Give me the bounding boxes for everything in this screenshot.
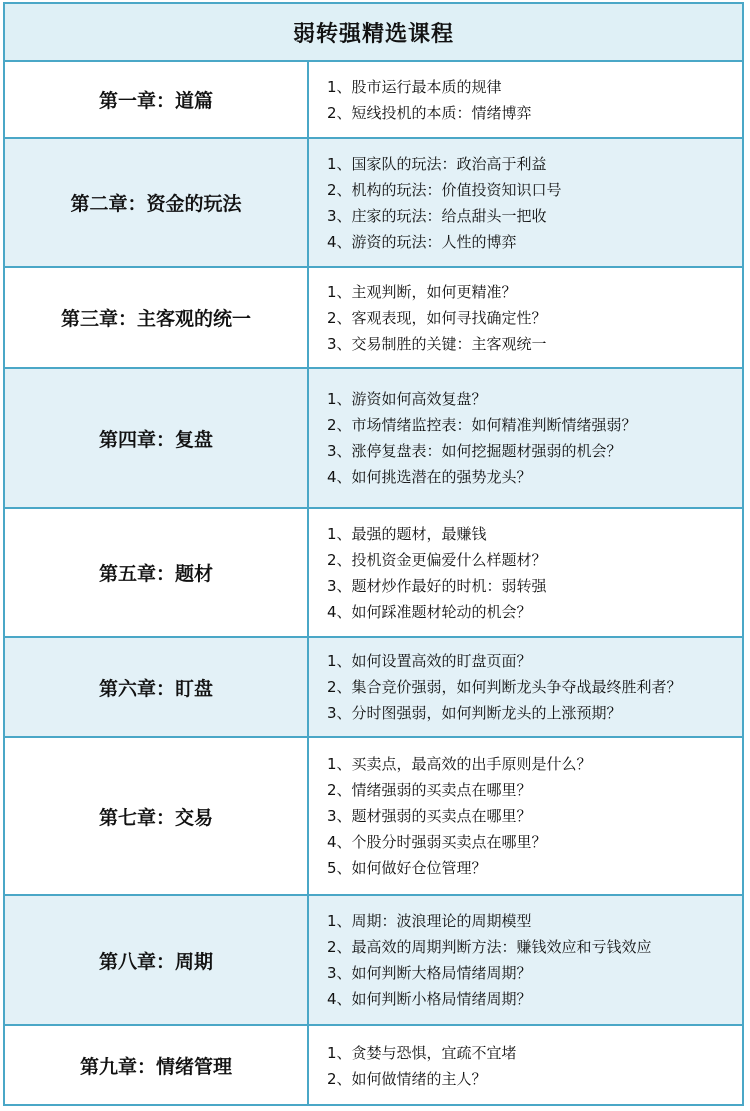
table-header xyxy=(5,4,742,62)
table-title: 弱转强精选课程 xyxy=(292,21,454,47)
topic-item: 3、题材炒作最好的时机：弱转强 xyxy=(327,576,547,595)
chapter-row xyxy=(5,139,742,268)
chapter-row xyxy=(5,896,742,1026)
topic-item: 2、投机资金更偏爱什么样题材？ xyxy=(327,550,547,569)
chapter-topics xyxy=(309,1026,742,1105)
topic-item: 2、最高效的周期判断方法：赚钱效应和亏钱效应 xyxy=(327,938,652,956)
chapter-topics xyxy=(309,268,742,367)
topic-item: 1、主观判断，如何更精准？ xyxy=(327,282,517,301)
topic-item: 3、题材强弱的买卖点在哪里？ xyxy=(327,807,532,825)
chapter-title: 第九章：情绪管理 xyxy=(5,1026,309,1105)
topic-item: 4、游资的玩法：人性的博弈 xyxy=(327,232,517,251)
chapter-topics xyxy=(309,369,742,507)
chapter-title: 第八章：周期 xyxy=(5,896,309,1024)
chapter-row xyxy=(5,738,742,896)
chapter-topics xyxy=(309,738,742,894)
topic-item: 1、买卖点，最高效的出手原则是什么？ xyxy=(327,755,592,773)
topic-item: 4、如何判断小格局情绪周期？ xyxy=(327,990,532,1008)
chapter-title: 第二章：资金的玩法 xyxy=(5,139,309,266)
topic-item: 1、游资如何高效复盘？ xyxy=(327,390,487,408)
topic-item: 3、交易制胜的关键：主客观统一 xyxy=(327,334,547,353)
topic-item: 4、个股分时强弱买卖点在哪里？ xyxy=(327,833,547,851)
chapter-topics xyxy=(309,62,742,137)
topic-item: 5、如何做好仓位管理？ xyxy=(327,859,487,877)
topic-item: 1、如何设置高效的盯盘页面？ xyxy=(327,652,532,670)
chapter-title: 第七章：交易 xyxy=(5,738,309,894)
topic-item: 3、分时图强弱，如何判断龙头的上涨预期？ xyxy=(327,704,622,722)
topic-item: 1、最强的题材，最赚钱 xyxy=(327,524,487,543)
chapter-title: 第五章：题材 xyxy=(5,509,309,636)
topic-item: 1、股市运行最本质的规律 xyxy=(327,77,502,96)
topic-item: 1、国家队的玩法：政治高于利益 xyxy=(327,154,547,173)
topic-item: 2、机构的玩法：价值投资知识口号 xyxy=(327,180,562,199)
topic-item: 2、市场情绪监控表：如何精准判断情绪强弱？ xyxy=(327,416,637,434)
chapter-title: 第四章：复盘 xyxy=(5,369,309,507)
topic-item: 3、庄家的玩法：给点甜头一把收 xyxy=(327,206,547,225)
topic-item: 2、短线投机的本质：情绪博弈 xyxy=(327,103,532,122)
chapter-row xyxy=(5,369,742,509)
chapter-row xyxy=(5,638,742,738)
topic-item: 2、集合竞价强弱，如何判断龙头争夺战最终胜利者？ xyxy=(327,678,682,696)
chapter-list xyxy=(5,62,742,1105)
topic-item: 3、如何判断大格局情绪周期？ xyxy=(327,964,532,982)
chapter-row xyxy=(5,268,742,369)
chapter-title: 第一章：道篇 xyxy=(5,62,309,137)
topic-item: 2、情绪强弱的买卖点在哪里？ xyxy=(327,781,532,799)
topic-item: 2、如何做情绪的主人？ xyxy=(327,1069,487,1088)
chapter-row xyxy=(5,509,742,638)
topic-item: 1、周期：波浪理论的周期模型 xyxy=(327,912,532,930)
topic-item: 1、贪婪与恐惧，宜疏不宜堵 xyxy=(327,1043,517,1062)
chapter-row xyxy=(5,1026,742,1105)
chapter-title: 第三章：主客观的统一 xyxy=(5,268,309,367)
topic-item: 2、客观表现，如何寻找确定性？ xyxy=(327,308,547,327)
chapter-title: 第六章：盯盘 xyxy=(5,638,309,736)
topic-item: 4、如何挑选潜在的强势龙头？ xyxy=(327,468,532,486)
chapter-topics xyxy=(309,509,742,636)
topic-item: 4、如何踩准题材轮动的机会？ xyxy=(327,602,532,621)
chapter-topics xyxy=(309,638,742,736)
course-table xyxy=(3,2,744,1106)
chapter-topics xyxy=(309,896,742,1024)
topic-item: 3、涨停复盘表：如何挖掘题材强弱的机会？ xyxy=(327,442,622,460)
chapter-topics xyxy=(309,139,742,266)
chapter-row xyxy=(5,62,742,139)
